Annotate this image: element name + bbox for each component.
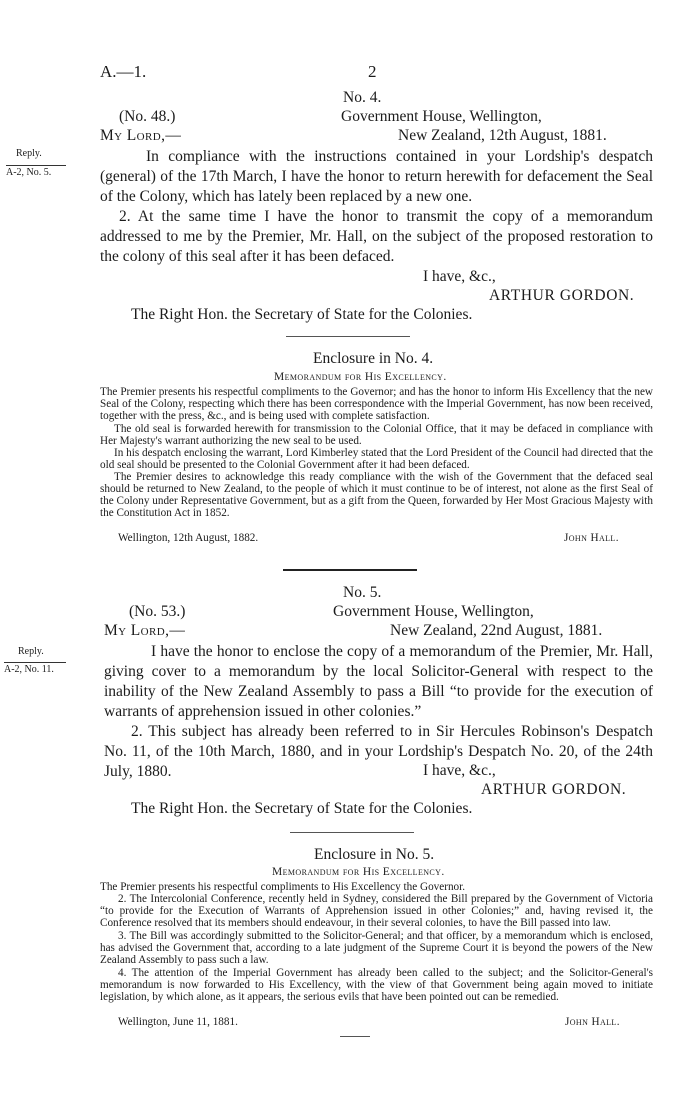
memo-paragraph: In his despatch enclosing the warrant, Lord Kimberley stated that the Lord President of the Council had directed that the old seal should be presented to the Colonial Government after it had been defaced. <box>100 447 653 472</box>
addressee: The Right Hon. the Secretary of State for the Colonies. <box>131 306 473 323</box>
memo-paragraph: 2. The Intercolonial Conference, recently held in Sydney, considered the Bill prepared by the Government of Victoria “to provide for the Execution of Warrants of Apprehension issued in other Colonies;” and, having revised it, the Conference resolved that its members should endeavour, in their several colonies, to have the Bill passed into law. <box>100 893 653 930</box>
addressee: The Right Hon. the Secretary of State for the Colonies. <box>131 800 473 817</box>
letter-paragraph: 2. This subject has already been referred to in Sir Hercules Robinson's Despatch No. 11, of the 10th March, 1880, and in your Lordship's Despatch No. 20, of the 24th July, 1880. <box>104 723 653 780</box>
signature: ARTHUR GORDON. <box>481 781 627 798</box>
margin-rule <box>4 662 66 663</box>
sender-address: Government House, Wellington, <box>333 603 534 620</box>
signature: ARTHUR GORDON. <box>489 287 635 304</box>
margin-reference: A-2, No. 11. <box>4 664 54 675</box>
margin-reference: A-2, No. 5. <box>6 167 52 178</box>
enclosure-heading: Enclosure in No. 5. <box>314 846 435 863</box>
margin-note-reply: Reply. <box>16 148 42 159</box>
closing: I have, &c., <box>423 268 496 285</box>
page-number: 2 <box>368 62 377 81</box>
letter-heading: No. 4. <box>343 89 382 106</box>
memorandum-title: Memorandum for His Excellency. <box>274 371 447 383</box>
memo-date: Wellington, 12th August, 1882. <box>118 532 259 544</box>
memo-paragraph: The Premier presents his respectful compliments to the Governor; and has the honor to inform His Excellency that the new Seal of the Colony, respecting which there has been correspondence with the Imperial Government, has now been received, together with the press, &c., and is being used with complete satisfaction. <box>100 386 653 423</box>
sender-date: New Zealand, 22nd August, 1881. <box>390 622 603 639</box>
section-divider <box>286 336 410 337</box>
salutation: My Lord,— <box>100 127 182 144</box>
memo-paragraph: 4. The attention of the Imperial Government has already been called to the subject; and the Solicitor-General's memorandum is now forwarded to His Excellency, with the view of that Government being again moved to initiate legislation, by which alone, as it appears, the serious evils that have been pointed out can be remedied. <box>100 967 653 1004</box>
series-code: A.—1. <box>100 62 147 81</box>
memo-signature: John Hall. <box>565 1016 620 1028</box>
memo-paragraph: The Premier presents his respectful compliments to His Excellency the Governor. <box>100 881 466 893</box>
enclosure-heading: Enclosure in No. 4. <box>313 350 434 367</box>
memorandum-title: Memorandum for His Excellency. <box>272 866 445 878</box>
letter-paragraph: I have the honor to enclose the copy of a memorandum of the Premier, Mr. Hall, giving cover to a memorandum by the local Solicitor-General with respect to the inability of the New Zealand Assembly to pass a Bill “to provide for the execution of warrants of apprehension issued in other colonies.” <box>104 643 653 720</box>
memo-paragraph: 3. The Bill was accordingly submitted to the Solicitor-General; and that officer, by a memorandum which is enclosed, has advised the Government that, according to a late judgment of the Supreme Court it is beyond the powers of the New Zealand Assembly to pass such a law. <box>100 930 653 967</box>
memo-date: Wellington, June 11, 1881. <box>118 1016 238 1028</box>
closing: I have, &c., <box>423 762 496 779</box>
salutation: My Lord,— <box>104 622 186 639</box>
letter-paragraph: 2. At the same time I have the honor to transmit the copy of a memorandum addressed to me by the Premier, Mr. Hall, on the subject of the proposed restoration to the colony of this seal after it has been defaced. <box>100 208 653 265</box>
memo-signature: John Hall. <box>564 532 619 544</box>
margin-rule <box>6 165 66 166</box>
despatch-number: (No. 53.) <box>129 603 186 620</box>
memo-paragraph: The Premier desires to acknowledge this ready compliance with the wish of the Government that the defaced seal should be returned to New Zealand, to the people of which it must continue to be of interest, not alone as the first Seal of the Colony under Representative Government, but as a gift from the Queen, forwarded by Her Most Gracious Majesty with the Constitution Act in 1852. <box>100 471 653 520</box>
end-rule <box>340 1036 370 1037</box>
letter-paragraph: In compliance with the instructions contained in your Lordship's despatch (general) of the 17th March, I have the honor to return herewith for defacement the Seal of the Colony, which has lately been replaced by a new one. <box>100 148 653 205</box>
section-divider <box>290 832 414 833</box>
section-divider-thick <box>283 569 417 571</box>
memo-paragraph: The old seal is forwarded herewith for transmission to the Colonial Office, that it may be defaced in compliance with Her Majesty's warrant authorizing the new seal to be used. <box>100 423 653 448</box>
sender-address: Government House, Wellington, <box>341 108 542 125</box>
margin-note-reply: Reply. <box>18 646 44 657</box>
letter-heading: No. 5. <box>343 584 382 601</box>
despatch-number: (No. 48.) <box>119 108 176 125</box>
sender-date: New Zealand, 12th August, 1881. <box>398 127 607 144</box>
